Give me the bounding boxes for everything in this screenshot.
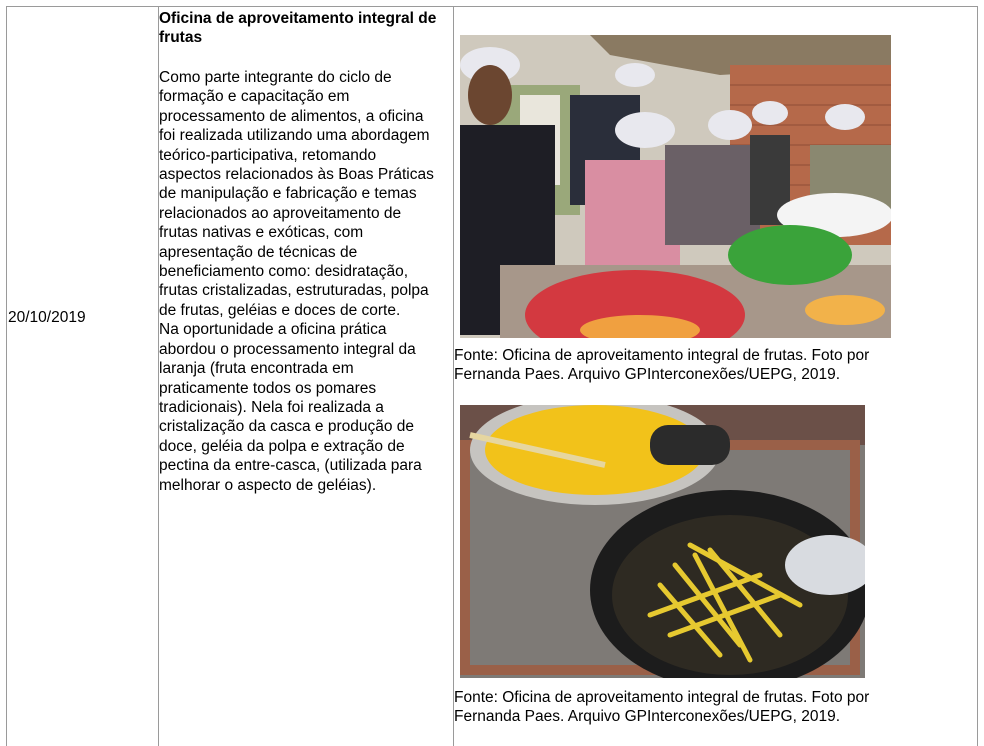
cooking-photo: [460, 405, 865, 678]
description-paragraph: Na oportunidade a oficina prática abordou o processamento integral da laranja (fruta encontrada em praticamente todos os pomares tradicionais). Nela foi realizada a cristalização da casca e produção de doce, geléia da polpa e extração de pectina da entre-casca, (utilizada para melhorar o aspecto de geléias).: [159, 321, 422, 494]
caption-line: Fernanda Paes. Arquivo GPInterconexões/UEPG, 2019.: [454, 366, 841, 383]
activity-title: Oficina de aproveitamento integral de frutas: [159, 10, 437, 46]
description-paragraph: Como parte integrante do ciclo de formação e capacitação em processamento de alimentos, a oficina foi realizada utilizando uma abordagem teórico-participativa, retomando aspectos relacionados às Boas Práticas de manipulação e fabricação e temas relacionados ao aproveitamento de frutas nativas e exóticas, com apresentação de técnicas de beneficiamento como: desidratação, frutas cristalizadas, estruturadas, polpa de frutas, geléias e doces de corte.: [159, 69, 434, 319]
workshop-photo: [460, 35, 891, 338]
caption-line: Fonte: Oficina de aproveitamento integral de frutas. Foto por: [454, 347, 870, 364]
photo-caption: [454, 688, 954, 726]
activity-description: [159, 68, 441, 495]
caption-line: Fernanda Paes. Arquivo GPInterconexões/UEPG, 2019.: [454, 708, 841, 725]
photo-caption: [454, 346, 954, 384]
caption-line: Fonte: Oficina de aproveitamento integral de frutas. Foto por: [454, 689, 870, 706]
activity-date: 20/10/2019: [8, 309, 86, 326]
